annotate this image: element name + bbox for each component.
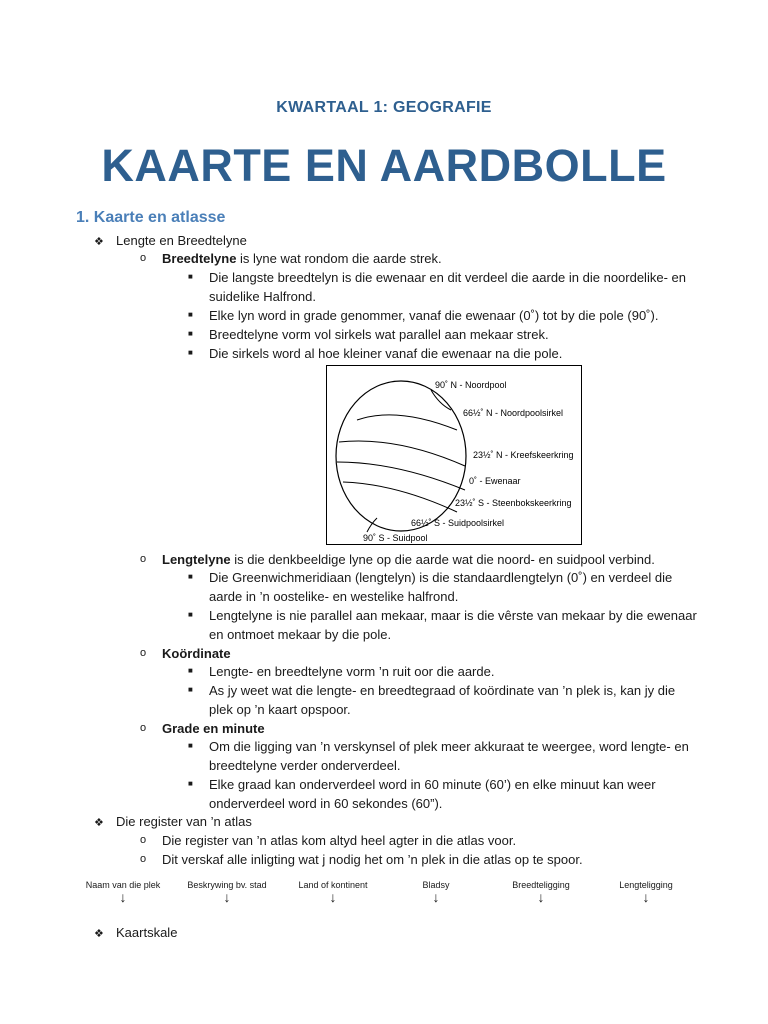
section-heading: 1. Kaarte en atlasse — [76, 209, 226, 226]
register-column-label: Bladsy — [422, 880, 450, 890]
list-item: Elke graad kan onderverdeel word in 60 minute (60’) en elke minuut kan weer — [209, 777, 656, 792]
square-bullet-icon: ■ — [188, 310, 193, 319]
list-item — [162, 551, 655, 569]
register-column-label: Lengteligging — [619, 880, 673, 890]
square-bullet-icon: ■ — [188, 685, 193, 694]
list-item: en ontmoet mekaar by die pole. — [209, 627, 392, 642]
list-item: Die Greenwichmeridiaan (lengtelyn) is die standaardlengtelyn (0˚) en verdeel die — [209, 570, 673, 585]
register-column-label: Land of kontinent — [298, 880, 368, 890]
square-bullet-icon: ■ — [188, 348, 193, 357]
figure-label: 90˚ N - Noordpool — [435, 380, 507, 390]
term-koordinate: Koördinate — [162, 646, 231, 661]
definition: is die denkbeeldige lyne op die aarde wat die noord- en suidpool verbind. — [230, 552, 655, 567]
register-column — [591, 880, 701, 904]
figure-label: 66½˚ N - Noordpoolsirkel — [463, 408, 564, 418]
register-column — [278, 880, 388, 904]
arrow-down-icon: ↓ — [642, 889, 650, 905]
register-column-label: Beskrywing bv. stad — [187, 880, 267, 890]
register-column — [172, 880, 282, 904]
diamond-bullet-icon: ❖ — [94, 236, 104, 248]
figure-label: 66½˚ S - Suidpoolsirkel — [411, 518, 505, 528]
register-column-label: Breedteligging — [512, 880, 570, 890]
list-item: Die register van ’n atlas kom altyd heel agter in die atlas voor. — [162, 833, 517, 848]
arrow-down-icon: ↓ — [432, 889, 440, 905]
list-item: onderverdeel word in 60 sekondes (60”). — [209, 796, 443, 811]
list-item: Die langste breedtelyn is die ewenaar en dit verdeel die aarde in die noordelike- en — [209, 270, 686, 285]
definition: is lyne wat rondom die aarde strek. — [236, 251, 442, 266]
square-bullet-icon: ■ — [188, 572, 193, 581]
document-subtitle: KWARTAAL 1: GEOGRAFIE — [276, 99, 492, 116]
diamond-bullet-icon: ❖ — [94, 928, 104, 940]
circle-bullet-icon: o — [140, 853, 147, 865]
register-column — [381, 880, 491, 904]
square-bullet-icon: ■ — [188, 666, 193, 675]
term-grade-en-minute: Grade en minute — [162, 721, 265, 736]
list-item: Lengte en Breedtelyne — [116, 233, 247, 248]
circle-bullet-icon: o — [140, 252, 147, 264]
circle-bullet-icon: o — [140, 722, 147, 734]
list-item — [162, 250, 442, 268]
list-item: As jy weet wat die lengte- en breedtegraad of koördinate van ’n plek is, kan jy die — [209, 683, 676, 698]
diamond-bullet-icon: ❖ — [94, 817, 104, 829]
figure-label: 0˚ - Ewenaar — [469, 476, 521, 486]
square-bullet-icon: ■ — [188, 610, 193, 619]
arrow-down-icon: ↓ — [223, 889, 231, 905]
list-item: Lengte- en breedtelyne vorm ’n ruit oor die aarde. — [209, 664, 495, 679]
square-bullet-icon: ■ — [188, 741, 193, 750]
register-column — [68, 880, 178, 904]
term-breedtelyne: Breedtelyne — [162, 251, 237, 266]
list-item: plek op ’n kaart opspoor. — [209, 702, 351, 717]
list-item: Dit verskaf alle inligting wat j nodig het om ’n plek in die atlas op te spoor. — [162, 852, 583, 867]
list-item: Om die ligging van ’n verskynsel of plek meer akkuraat te weergee, word lengte- en — [209, 739, 689, 754]
circle-bullet-icon: o — [140, 834, 147, 846]
document-title: KAARTE EN AARDBOLLE — [101, 140, 667, 191]
circle-bullet-icon: o — [140, 553, 147, 565]
list-item: Breedtelyne vorm vol sirkels wat parallel aan mekaar strek. — [209, 327, 549, 342]
arrow-down-icon: ↓ — [119, 889, 127, 905]
globe-diagram — [327, 366, 581, 544]
figure-label: 90˚ S - Suidpool — [363, 533, 428, 543]
list-item: Die register van ’n atlas — [116, 814, 252, 829]
list-item: suidelike Halfrond. — [209, 289, 316, 304]
list-item: breedtelyne verder onderverdeel. — [209, 758, 401, 773]
arrow-down-icon: ↓ — [329, 889, 337, 905]
register-column-label: Naam van die plek — [85, 880, 161, 890]
list-item: Elke lyn word in grade genommer, vanaf die ewenaar (0˚) tot by die pole (90˚). — [209, 308, 659, 323]
figure-label: 23½˚ S - Steenbokskeerkring — [455, 498, 572, 508]
list-item: Die sirkels word al hoe kleiner vanaf die ewenaar na die pole. — [209, 346, 563, 361]
square-bullet-icon: ■ — [188, 272, 193, 281]
list-item: aarde in ’n oostelike- en westelike halfrond. — [209, 589, 459, 604]
circle-bullet-icon: o — [140, 647, 147, 659]
square-bullet-icon: ■ — [188, 329, 193, 338]
term-lengtelyne: Lengtelyne — [162, 552, 231, 567]
figure-label: 23½˚ N - Kreefskeerkring — [473, 450, 574, 460]
list-item: Lengtelyne is nie parallel aan mekaar, maar is die vêrste van mekaar by die ewenaar — [209, 608, 697, 623]
list-item: Kaartskale — [116, 925, 178, 940]
arrow-down-icon: ↓ — [537, 889, 545, 905]
register-column — [486, 880, 596, 904]
square-bullet-icon: ■ — [188, 779, 193, 788]
latitude-globe-figure — [326, 365, 582, 545]
